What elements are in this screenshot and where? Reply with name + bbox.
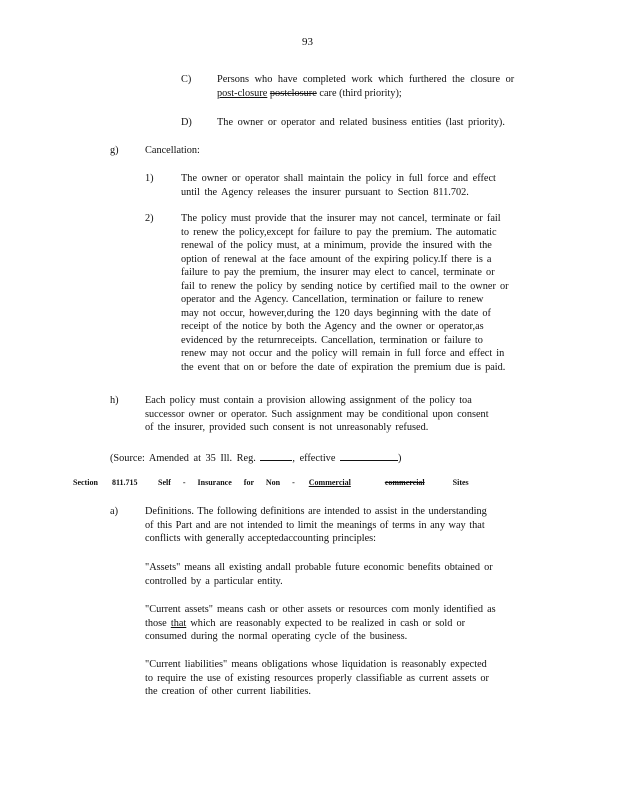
text-line: "Assets" means all existing andall probable future economic benefits obtained or <box>145 562 493 573</box>
text-line: operator and the Agency. Cancellation, termination or failure to renew <box>181 294 484 305</box>
text-line: conflicts with generally acceptedaccounting principles: <box>145 533 377 544</box>
item-c-line1: Persons who have completed work which furthered the closure or <box>217 74 515 85</box>
text-line: the creation of other current liabilities. <box>145 686 311 697</box>
section-title-text: Self - Insurance for Non - <box>158 478 295 487</box>
text-line: The policy must provide that the insurer may not cancel, terminate or fail <box>181 213 501 224</box>
text-line: Each policy must contain a provision allowing assignment of the policy toa <box>145 395 472 406</box>
section-title <box>158 478 469 487</box>
def-assets <box>145 561 535 588</box>
page-number: 93 <box>302 36 313 48</box>
item-c-label: C) <box>181 74 192 85</box>
text-line: of this Part and are not intended to limit the meanings of terms in any way that <box>145 519 485 531</box>
section-label: Section <box>73 478 98 487</box>
defs-a-label: a) <box>110 506 118 517</box>
text-line: The owner or operator shall maintain the policy in full force and effect <box>181 173 496 184</box>
blank-line <box>340 450 398 461</box>
item-c-line2 <box>217 87 533 101</box>
text-line: "Current liabilities" means obligations whose liquidation is reasonably expected <box>145 659 487 670</box>
source-text: ) <box>397 453 402 464</box>
item-d-label: D) <box>181 117 192 128</box>
text-line: option of renewal at the face amount of the expiring policy.If there is a <box>181 253 492 265</box>
text-line: receipt of the notice by both the Agency and the owner or operator,as <box>181 321 484 332</box>
struck-text: postclosure <box>269 87 317 99</box>
text-fragment: which are reasonably expected to be realized in cash or sold or <box>190 617 466 629</box>
inserted-text: that <box>170 617 187 629</box>
item-d-text: The owner or operator and related business entities (last priority). <box>217 117 505 128</box>
item-g-label: g) <box>110 145 119 156</box>
text-line: may not occur, however,during the 120 days beginning with the date of <box>181 307 491 319</box>
text-fragment: those <box>145 617 167 629</box>
text-line: Definitions. The following definitions are intended to assist in the understanding <box>145 506 487 517</box>
section-title-inserted: Commercial <box>308 478 351 487</box>
text-line: fail to renew the policy by sending notice by certified mail to the owner or <box>181 280 509 292</box>
section-title-struck: commercial <box>384 478 425 487</box>
item-h-text <box>145 394 525 435</box>
text-line: controlled by a particular entity. <box>145 575 283 587</box>
item-g2-text <box>181 212 536 374</box>
item-g1-label: 1) <box>145 173 154 184</box>
item-c-text <box>217 73 533 100</box>
text-line: renew may not occur and the policy will remain in full force and effect in <box>181 348 505 359</box>
text-line: renewal of the policy must, at a minimum, provide the insured with the <box>181 240 492 251</box>
def-current-liabilities <box>145 658 535 699</box>
item-h-label: h) <box>110 395 119 406</box>
section-number: 811.715 <box>112 478 138 487</box>
text-line: to renew the policy,except for failure to pay the premium. The automatic <box>181 226 497 238</box>
inserted-text: post-closure <box>217 87 268 99</box>
text-line: "Current assets" means cash or other assets or resources com monly identified as <box>145 604 496 615</box>
text-line: of the insurer, provided such consent is not unreasonably refused. <box>145 422 429 433</box>
text-line: evidenced by the returnreceipts. Cancellation, termination or failure to <box>181 334 483 346</box>
item-g1-text <box>181 172 521 199</box>
def-current-assets <box>145 603 535 644</box>
source-text: , effective <box>292 453 336 464</box>
text-line: failure to pay the premium, the insurer may elect to cancel, terminate or <box>181 267 495 278</box>
item-g2-label: 2) <box>145 213 154 224</box>
source-text: (Source: Amended at 35 Ill. Reg. <box>110 453 256 464</box>
defs-a-text <box>145 505 530 546</box>
text-line: to require the use of existing resources properly classifiable as current assets or <box>145 672 489 684</box>
item-g-title: Cancellation: <box>145 145 200 156</box>
blank-line <box>260 450 292 461</box>
text-line: until the Agency releases the insurer pursuant to Section 811.702. <box>181 186 469 198</box>
text-line: consumed during the normal operating cycle of the business. <box>145 631 408 642</box>
source-note <box>110 450 401 466</box>
text-line: the event that on or before the date of expiration the premium due is paid. <box>181 361 506 373</box>
item-c-line2-rest: care (third priority); <box>319 87 402 99</box>
text-line <box>145 617 535 631</box>
text-line: successor owner or operator. Such assignment may be conditional upon consent <box>145 408 489 420</box>
section-title-text: Sites <box>452 478 469 487</box>
